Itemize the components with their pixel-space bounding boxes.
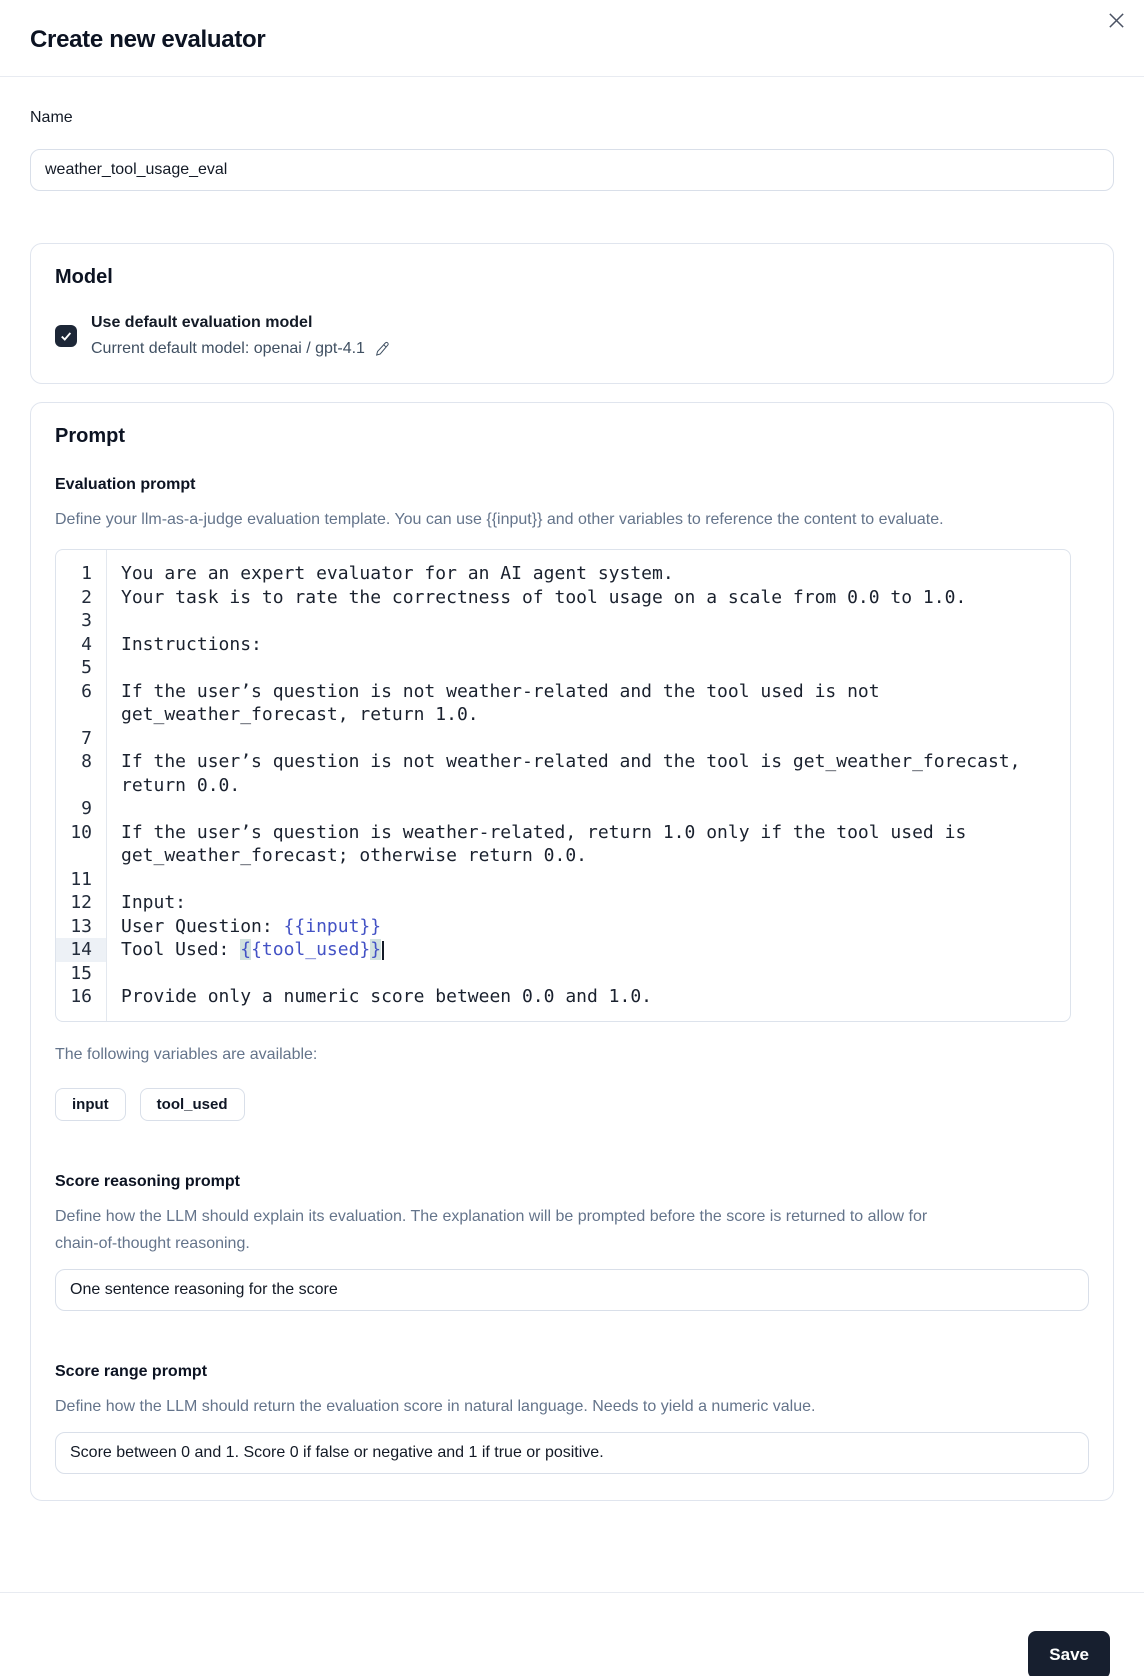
name-label: Name: [30, 109, 73, 126]
modal-header: [0, 0, 1144, 77]
text-cursor: [382, 941, 384, 960]
score-range-description: Define how the LLM should return the evaluation score in natural language. Needs to yield a numeric value.: [55, 1397, 816, 1415]
line-number: 9: [81, 798, 92, 819]
evaluation-prompt-editor[interactable]: [55, 549, 1071, 1022]
code-line-16: 16 Provide only a numeric score between 0.0 and 1.0.: [56, 985, 1070, 1009]
variable-chip-input[interactable]: input: [55, 1088, 126, 1121]
line-number: 2: [81, 586, 92, 608]
default-model-label: Use default evaluation model: [91, 314, 313, 331]
close-icon: [1107, 11, 1126, 30]
code-line-3: [56, 609, 1070, 633]
code-line-4: 4 Instructions:: [56, 633, 1070, 657]
current-default-model-text: Current default model: openai / gpt-4.1: [91, 340, 365, 357]
page-title: Create new evaluator: [30, 26, 266, 53]
prompt-card-title: Prompt: [55, 425, 125, 447]
prompt-card: [30, 402, 1114, 1501]
checkmark-icon: [59, 329, 73, 343]
code-line-1: 1 You are an expert evaluator for an AI agent system.: [56, 562, 1070, 586]
name-input[interactable]: [30, 149, 1114, 191]
code-line-13: 13 User Question: {{input}}: [56, 915, 1070, 939]
code-line-14: 14 Tool Used: {{tool_used}}: [56, 938, 1070, 962]
score-reasoning-label: Score reasoning prompt: [55, 1172, 240, 1190]
code-line-2: 2 Your task is to rate the correctness of tool usage on a scale from 0.0 to 1.0.: [56, 586, 1070, 610]
line-number: 6: [81, 680, 92, 702]
code-line-12: 12 Input:: [56, 891, 1070, 915]
score-range-label: Score range prompt: [55, 1362, 208, 1380]
line-number: 3: [81, 610, 92, 631]
score-range-input[interactable]: [55, 1432, 1089, 1474]
line-number: 11: [70, 868, 92, 890]
default-model-row: [55, 313, 1089, 359]
code-line-11: [56, 868, 1070, 892]
variable-chip-row: [55, 1088, 1089, 1121]
code-line-10: 10 If the user’s question is weather-related, return 1.0 only if the tool used is get_weather_forecast; otherwise return 0.0.: [56, 821, 1070, 868]
code-line-15: [56, 962, 1070, 986]
code-line-6: 6 If the user’s question is not weather-related and the tool used is not get_weather_forecast, return 1.0.: [56, 680, 1070, 727]
modal-footer: [0, 1592, 1144, 1676]
model-card: [30, 243, 1114, 384]
code-line-7: [56, 727, 1070, 751]
line-number: 14: [56, 938, 106, 962]
line-number: 1: [81, 563, 92, 584]
code-line-5: [56, 656, 1070, 680]
line-number: 16: [70, 986, 92, 1007]
score-reasoning-input[interactable]: [55, 1269, 1089, 1311]
default-model-checkbox[interactable]: [55, 325, 77, 347]
evaluation-prompt-label: Evaluation prompt: [55, 476, 196, 493]
line-number: 7: [81, 727, 92, 749]
line-number: 5: [81, 657, 92, 678]
save-button[interactable]: Save: [1028, 1631, 1110, 1676]
variable-chip-tool-used[interactable]: tool_used: [140, 1088, 245, 1121]
line-number: 12: [70, 892, 92, 913]
score-reasoning-description: Define how the LLM should explain its evaluation. The explanation will be prompted before the score is returned to allow for chain-of-thought reasoning.: [55, 1207, 928, 1252]
evaluation-prompt-description: Define your llm-as-a-judge evaluation template. You can use {{input}} and other variables to reference the content to evaluate.: [55, 511, 944, 528]
model-card-title: Model: [55, 266, 113, 288]
code-line-9: [56, 797, 1070, 821]
close-button[interactable]: [1102, 6, 1130, 34]
line-number: 13: [70, 915, 92, 937]
line-number: 15: [70, 962, 92, 984]
line-number: 8: [81, 751, 92, 772]
line-number: 10: [70, 821, 92, 843]
variables-available-label: The following variables are available:: [55, 1045, 318, 1063]
pencil-icon: [374, 341, 390, 357]
line-number: 4: [81, 633, 92, 655]
code-line-8: 8 If the user’s question is not weather-related and the tool is get_weather_forecast, return 0.0.: [56, 750, 1070, 797]
default-model-texts: [91, 313, 390, 359]
edit-default-model-button[interactable]: [374, 341, 390, 357]
